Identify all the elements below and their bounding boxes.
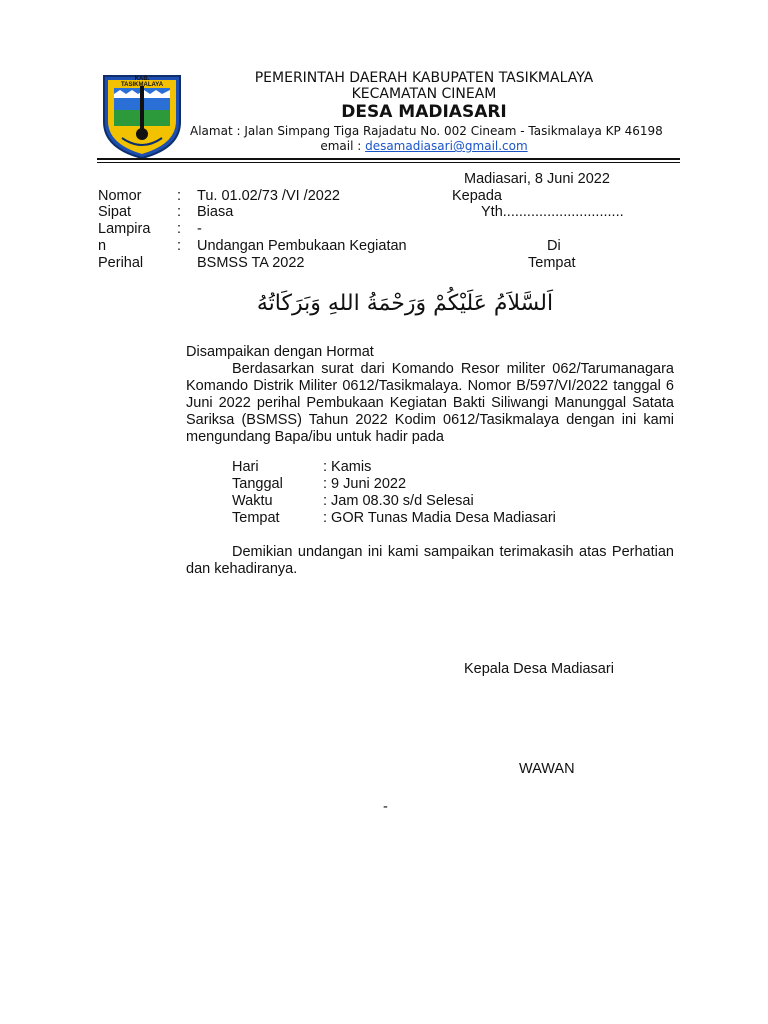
email-prefix: email : bbox=[320, 139, 366, 153]
perihal-colon: : bbox=[177, 238, 182, 254]
regency-logo bbox=[100, 68, 184, 160]
letterhead-rule-thin bbox=[97, 162, 680, 163]
sipat-value: Biasa bbox=[197, 204, 234, 220]
place-date: Madiasari, 8 Juni 2022 bbox=[464, 171, 610, 187]
waktu-value: : Jam 08.30 s/d Selesai bbox=[323, 493, 474, 509]
opening-greeting: Disampaikan dengan Hormat bbox=[186, 344, 374, 360]
hari-value: : Kamis bbox=[323, 459, 372, 475]
letterhead-email-line bbox=[200, 139, 648, 153]
letterhead-rule-thick bbox=[97, 158, 680, 160]
sipat-colon: : bbox=[177, 204, 182, 220]
letterhead-address: Alamat : Jalan Simpang Tiga Rajadatu No. 002 Cineam - Tasikmalaya KP 46198 bbox=[190, 124, 663, 138]
nomor-label: Nomor bbox=[98, 188, 142, 204]
perihal-label: Perihal bbox=[98, 255, 144, 271]
letterhead-village: DESA MADIASARI bbox=[341, 102, 507, 122]
signature-name: WAWAN bbox=[519, 761, 575, 777]
recipient-tempat: Tempat bbox=[528, 255, 576, 271]
email-link[interactable]: desamadiasari@gmail.com bbox=[365, 139, 528, 153]
nomor-colon: : bbox=[177, 188, 182, 204]
letterhead-government: PEMERINTAH DAERAH KABUPATEN TASIKMALAYA bbox=[254, 70, 594, 86]
footer-dash: - bbox=[383, 799, 388, 815]
lampiran-value: - bbox=[197, 221, 202, 237]
closing-paragraph: Demikian undangan ini kami sampaikan terimakasih atas Perhatian dan kehadiranya. bbox=[186, 544, 674, 577]
salam-arabic: اَلسَّلاَمُ عَلَيْكُمْ وَرَحْمَةُ اللهِ وَبَرَكَاتُهُ bbox=[256, 291, 554, 316]
letterhead-district: KECAMATAN CINEAM bbox=[351, 86, 497, 102]
lampiran-label-2: n bbox=[98, 238, 107, 254]
hari-label: Hari bbox=[232, 459, 259, 475]
tanggal-value: : 9 Juni 2022 bbox=[323, 476, 407, 492]
recipient-di: Di bbox=[547, 238, 561, 254]
sipat-label: Sipat bbox=[98, 204, 132, 220]
lampiran-colon: : bbox=[177, 221, 182, 237]
perihal-value-1: Undangan Pembukaan Kegiatan bbox=[197, 238, 407, 254]
tempat-label: Tempat bbox=[232, 510, 280, 526]
logo-label: KAB. TASIKMALAYA bbox=[120, 76, 164, 88]
tanggal-label: Tanggal bbox=[232, 476, 283, 492]
waktu-label: Waktu bbox=[232, 493, 273, 509]
perihal-value-2: BSMSS TA 2022 bbox=[197, 255, 305, 271]
invitation-paragraph: Berdasarkan surat dari Komando Resor militer 062/Tarumanagara Komando Distrik Militer 0612/Tasikmalaya. Nomor B/597/VI/2022 tanggal 6 Juni 2022 perihal Pembukaan Kegiatan Bakti Siliwangi Manunggal Satata Sariksa (BSMSS) Tahun 2022 Kodim 0612/Tasikmalaya dengan ini kami mengundang Bapa/ibu untuk hadir pada bbox=[186, 361, 674, 445]
lampiran-label-1: Lampira bbox=[98, 221, 151, 237]
nomor-value: Tu. 01.02/73 /VI /2022 bbox=[197, 188, 340, 204]
tempat-value: : GOR Tunas Madia Desa Madiasari bbox=[323, 510, 556, 526]
recipient-kepada: Kepada bbox=[452, 188, 502, 204]
signature-title: Kepala Desa Madiasari bbox=[464, 661, 614, 677]
recipient-yth: Yth.............................. bbox=[481, 204, 624, 220]
